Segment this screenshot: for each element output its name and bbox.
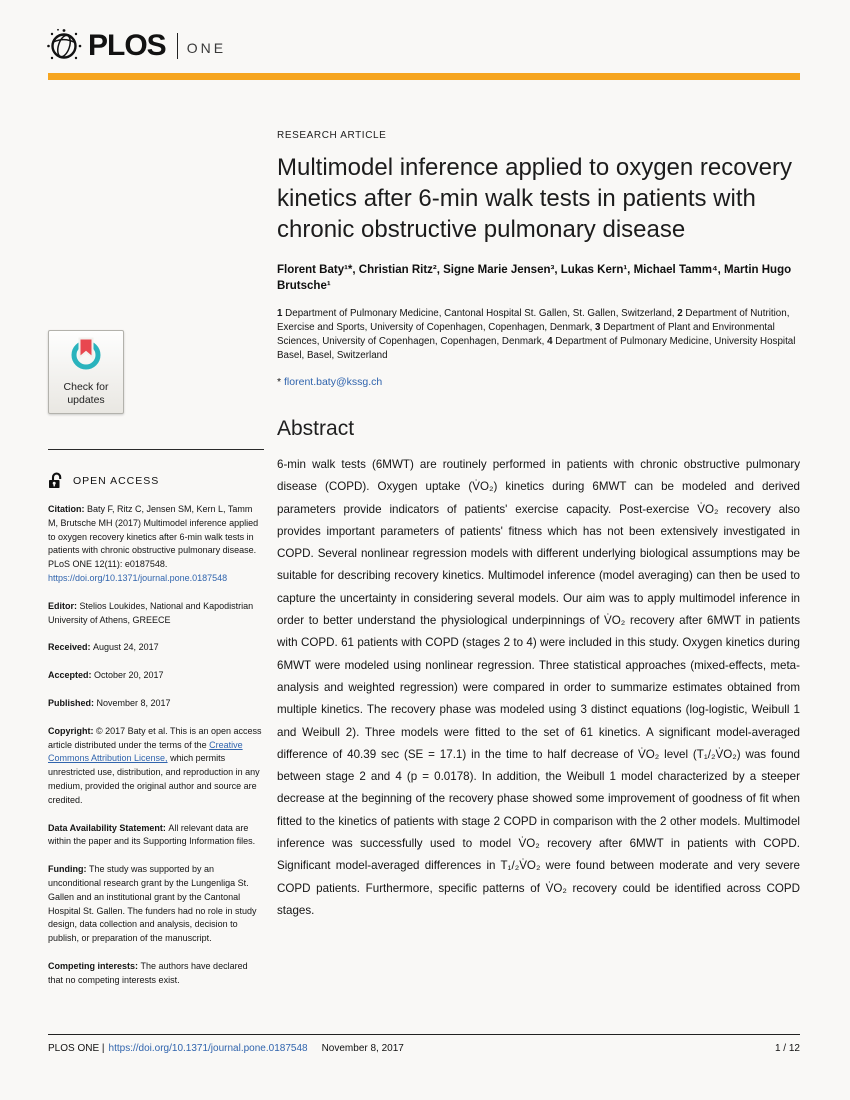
accepted-note: Accepted: October 20, 2017 bbox=[48, 670, 164, 681]
logo-plos-text: PLOS bbox=[88, 29, 166, 62]
accent-bar bbox=[48, 73, 800, 80]
received-note: Received: August 24, 2017 bbox=[48, 642, 159, 653]
abstract-text: 6-min walk tests (6MWT) are routinely performed in patients with chronic obstructive pulmonary disease (COPD). Oxygen uptake (V̇O₂) kinetics during 6MWT can be modeled and derived parameters provide indicators of patients' exercise capacity. Post-exercise V̇O₂ recovery also provides important parameters of patients' fitness which has not been extensively investigated in COPD. Several nonlinear regression models with different underlying biological assumptions may be suitable for describing recovery kinetics. Multimodel inference (model averaging) can then be used to capture the uncertainty in considering several models. Our aim was to apply multimodel inference in order to better understand the physiological underpinnings of V̇O₂ recovery after 6MWT in patients with COPD. 61 patients with COPD (stages 2 to 4) were included in this study. Oxygen kinetics during 6MWT were modeled using nonlinear regression. Three statistical approaches (mixed-effects, meta-analysis and weighted regression) were compared in order to summarize estimates obtained from multiple kinetics. The recovery phase was modeled using 3 distinct equations (log-logistic, Weibull 1 and Weibull 2). Three models were fitted to the set of 61 kinetics. A significant model-averaged difference of 40.39 sec (SE = 17.1) in the time to half decrease of V̇O₂ level (T₁/₂V̇O₂) was found between stage 2 and 4 (p = 0.0178). In addition, the Weibull 1 model characterized by a steeper decrease at the beginning of the recovery phase showed some improvement of goodness of fit when fitted to the kinetics of patients with stage 2 COPD in comparison with the 2 other models. Multimodel inference was successfully used to model V̇O₂ recovery after 6MWT in patients with COPD. Significant model-averaged differences in T₁/₂V̇O₂ were found between moderate and very severe COPD patients. Furthermore, specific patterns of V̇O₂ recovery could be identified across COPD stages. bbox=[277, 458, 800, 917]
page-footer bbox=[48, 1034, 800, 1054]
footer-page-number: 1 / 12 bbox=[774, 1043, 800, 1054]
logo-separator bbox=[177, 33, 178, 59]
main-column bbox=[277, 130, 800, 922]
affiliations: 1 Department of Pulmonary Medicine, Cantonal Hospital St. Gallen, St. Gallen, Switzerland, 2 Department of Nutrition, Exercise and Sports, University of Copenhagen, Copenhagen, Denmark, 3 Department of Plant and Environmental Sciences, University of Copenhagen, Copenhagen, Denmark, 4 Department of Pulmonary Medicine, University Hospital Basel, Basel, Switzerland bbox=[277, 308, 796, 361]
open-access-label: OPEN ACCESS bbox=[73, 474, 160, 487]
check-updates-icon bbox=[66, 336, 106, 374]
editor-note: Editor: Stelios Loukides, National and Kapodistrian University of Athens, GREECE bbox=[48, 600, 254, 625]
copyright-note: Copyright: © 2017 Baty et al. This is an open access article distributed under the terms of the Creative Commons Attribution License, which permits unrestricted use, distribution, and reproduction in any medium, provided the original author and source are credited. bbox=[48, 725, 262, 805]
check-for-updates-badge[interactable] bbox=[48, 330, 124, 414]
logo-one-text: ONE bbox=[186, 39, 227, 56]
open-access-row bbox=[48, 472, 264, 489]
footer-date: November 8, 2017 bbox=[321, 1043, 404, 1054]
funding-note: Funding: The study was supported by an unconditional research grant by the Lungenliga St. Gallen and an institutional grant by the Cantonal Hospital St. Gallen. The funders had no role in study design, data collection and analysis, decision to publish, or preparation of the manuscript. bbox=[48, 864, 257, 944]
check-updates-label-line1: Check for bbox=[63, 381, 109, 393]
article-type-label: RESEARCH ARTICLE bbox=[277, 130, 387, 141]
footer-doi-link[interactable]: https://doi.org/10.1371/journal.pone.0187548 bbox=[108, 1043, 308, 1054]
citation-note: Citation: Baty F, Ritz C, Jensen SM, Kern L, Tamm M, Brutsche MH (2017) Multimodel inference applied to oxygen recovery kinetics after 6-min walk tests in patients with chronic obstructive pulmonary disease. PLoS ONE 12(11): e0187548. https://doi.org/10.1371/journal.pone.0187548 bbox=[48, 504, 259, 583]
competing-interests-note: Competing interests: The authors have declared that no competing interests exist. bbox=[48, 960, 248, 985]
sidebar bbox=[48, 330, 264, 988]
sidebar-divider bbox=[48, 449, 264, 450]
check-updates-label-line2: updates bbox=[67, 393, 105, 406]
plos-logo bbox=[46, 28, 226, 64]
abstract-heading: Abstract bbox=[277, 417, 355, 440]
published-note: Published: November 8, 2017 bbox=[48, 697, 171, 708]
open-lock-icon bbox=[48, 472, 64, 489]
article-title: Multimodel inference applied to oxygen recovery kinetics after 6-min walk tests in patients with chronic obstructive pulmonary disease bbox=[277, 154, 792, 243]
data-availability-note: Data Availability Statement: All relevant data are within the paper and its Supporting Information files. bbox=[48, 822, 256, 847]
author-list: Florent Baty¹*, Christian Ritz², Signe Marie Jensen³, Lukas Kern¹, Michael Tamm⁴, Martin Hugo Brutsche¹ bbox=[277, 264, 792, 292]
footer-journal-label: PLOS ONE | bbox=[48, 1043, 105, 1054]
plos-globe-icon bbox=[46, 28, 82, 64]
corresponding-author-email[interactable]: * florent.baty@kssg.ch bbox=[277, 376, 383, 388]
